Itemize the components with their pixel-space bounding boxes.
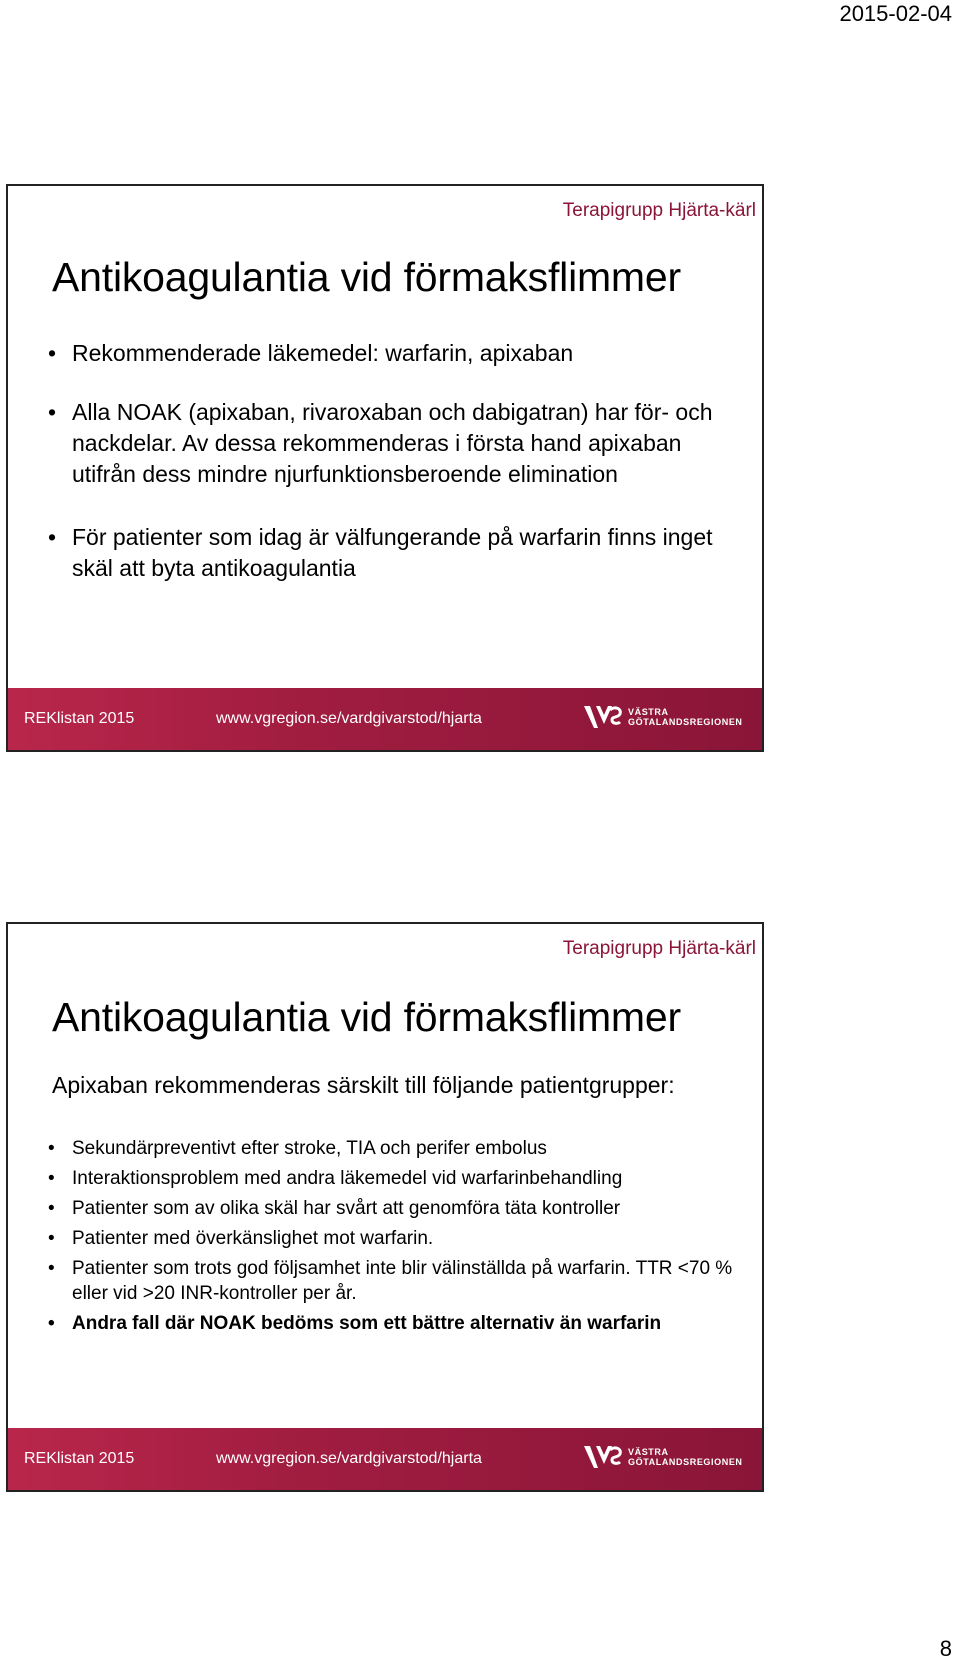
- slide-title: Antikoagulantia vid förmaksflimmer: [52, 254, 681, 300]
- vgr-logo: [582, 702, 743, 732]
- logo-line-2: GÖTALANDSREGIONEN: [628, 1457, 743, 1467]
- slide-2: [6, 922, 764, 1492]
- vgr-logo-icon: [582, 702, 624, 732]
- bullet-item: • Alla NOAK (apixaban, rivaroxaban och dabigatran) har för- och nackdelar. Av dessa rekommenderas i första hand apixaban utifrån dess mindre njurfunktionsberoende elimination: [48, 397, 750, 490]
- bullet-item: • För patienter som idag är välfungerande på warfarin finns inget skäl att byta antikoagulantia: [48, 522, 750, 584]
- logo-line-1: VÄSTRA: [628, 707, 669, 717]
- bullet-item: • Interaktionsproblem med andra läkemedel vid warfarinbehandling: [48, 1166, 750, 1191]
- slide-1: [6, 184, 764, 752]
- page-number: 8: [939, 1636, 952, 1661]
- bullet-item: • Sekundärpreventivt efter stroke, TIA och perifer embolus: [48, 1136, 750, 1161]
- footer-url: www.vgregion.se/vardgivarstod/hjarta: [216, 1450, 482, 1467]
- bullet-item: • Patienter med överkänslighet mot warfarin.: [48, 1226, 750, 1251]
- slide-footer: [8, 688, 762, 750]
- logo-line-1: VÄSTRA: [628, 1447, 669, 1457]
- bullet-item: • Andra fall där NOAK bedöms som ett bättre alternativ än warfarin: [48, 1311, 750, 1336]
- slide-intro: Apixaban rekommenderas särskilt till följande patientgrupper:: [52, 1072, 675, 1098]
- bullet-list: [48, 338, 750, 616]
- bullet-item: • Rekommenderade läkemedel: warfarin, apixaban: [48, 338, 750, 369]
- slide-title: Antikoagulantia vid förmaksflimmer: [52, 994, 681, 1040]
- footer-url: www.vgregion.se/vardgivarstod/hjarta: [216, 710, 482, 727]
- bullet-item: • Patienter som trots god följsamhet inte blir välinställda på warfarin. TTR <70 % eller vid >20 INR-kontroller per år.: [48, 1256, 750, 1306]
- vgr-logo: [582, 1442, 743, 1472]
- bullet-item: • Patienter som av olika skäl har svårt att genomföra täta kontroller: [48, 1196, 750, 1221]
- footer-source: REKlistan 2015: [24, 1450, 135, 1467]
- slide-header: Terapigrupp Hjärta-kärl: [562, 200, 756, 221]
- vgr-logo-icon: [582, 1442, 624, 1472]
- bullet-list: [48, 1136, 750, 1341]
- footer-source: REKlistan 2015: [24, 710, 135, 727]
- page-date: 2015-02-04: [839, 1, 952, 26]
- slide-footer: [8, 1428, 762, 1490]
- logo-line-2: GÖTALANDSREGIONEN: [628, 717, 743, 727]
- slide-header: Terapigrupp Hjärta-kärl: [562, 938, 756, 959]
